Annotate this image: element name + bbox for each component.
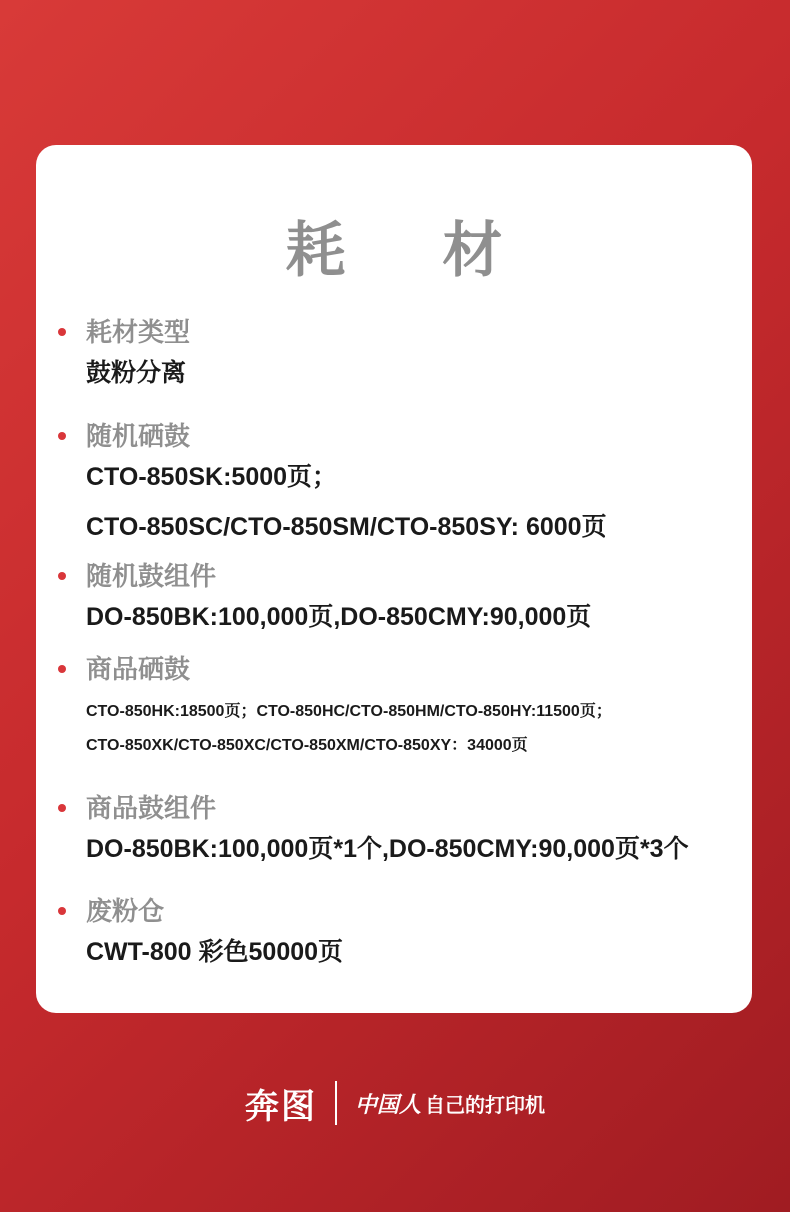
section-line: CWT-800 彩色50000页 [86,938,344,966]
bullet-icon [58,804,66,812]
section-line: CTO-850SK:5000页； [86,463,338,491]
bullet-icon [58,665,66,673]
section-bundled-toner [86,419,736,545]
page-title: 耗 材 [285,217,543,284]
section-bundled-drum [86,559,736,635]
bullet-icon [58,907,66,915]
brand-footer [0,1078,790,1128]
section-retail-drum [86,791,736,867]
bullet-icon [58,432,66,440]
slogan-brand: 中国人 [354,1091,421,1117]
section-line: 鼓粉分离 [86,359,187,387]
section-line: DO-850BK:100,000页,DO-850CMY:90,000页 [86,603,592,631]
section-heading: 商品硒鼓 [86,654,191,684]
footer-divider [335,1081,337,1125]
section-retail-toner [86,652,736,760]
section-heading: 随机鼓组件 [86,561,217,591]
section-line: CTO-850XK/CTO-850XC/CTO-850XM/CTO-850XY：34000页 [86,737,528,754]
slogan-text: 自己的打印机 [425,1094,545,1117]
pantum-logo: 奔图 [244,1087,317,1126]
section-heading: 随机硒鼓 [86,421,191,451]
section-consumable-type [86,315,736,391]
section-line: DO-850BK:100,000页*1个,DO-850CMY:90,000页*3个 [86,835,689,863]
section-heading: 耗材类型 [86,317,191,347]
section-heading: 商品鼓组件 [86,793,217,823]
bullet-icon [58,572,66,580]
section-line: CTO-850SC/CTO-850SM/CTO-850SY: 6000页 [86,513,607,541]
section-heading: 废粉仓 [86,896,165,926]
section-line: CTO-850HK:18500页；CTO-850HC/CTO-850HM/CTO-850HY:11500页； [86,703,612,720]
consumables-card [36,145,752,1013]
bullet-icon [58,328,66,336]
section-waste-toner [86,894,736,970]
